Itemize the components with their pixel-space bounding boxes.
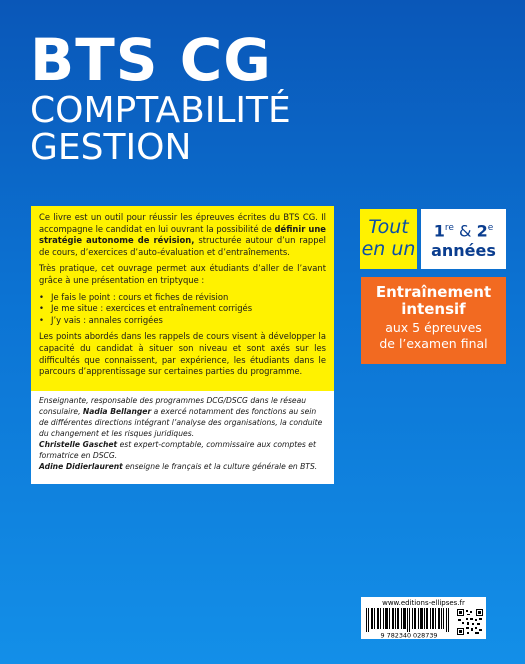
author-name: Nadia Bellanger bbox=[82, 407, 152, 416]
training-badge: Entraînement intensif aux 5 épreuves de l’examen final bbox=[361, 277, 506, 364]
description-box bbox=[31, 206, 334, 391]
years-badge bbox=[421, 209, 506, 269]
author-bio-3: Adine Didierlaurent enseigne le français et la culture générale en BTS. bbox=[39, 462, 318, 471]
description-bullet-list bbox=[39, 292, 326, 327]
barcode-panel bbox=[361, 597, 486, 639]
description-paragraph-1: Ce livre est un outil pour réussir les épreuves écrites du BTS CG. Il accompagne le candidat en lui ouvrant la possibilité de définir une stratégie autonome de révision, structurée autour d’un rappel de cours, d’exercices d’auto-évaluation et d’entraînements. bbox=[39, 212, 326, 257]
isbn-text: 9 782340 028739 bbox=[380, 631, 438, 638]
list-item: • J’y vais : annales corrigées bbox=[39, 315, 326, 327]
author-name: Adine Didierlaurent bbox=[39, 462, 123, 471]
list-item: • Je fais le point : cours et fiches de révision bbox=[39, 292, 326, 304]
book-subtitle-line2: GESTION bbox=[30, 127, 192, 168]
tout-en-un-badge: Tout en un bbox=[360, 209, 417, 269]
description-paragraph-3: Les points abordés dans les rappels de cours visent à développer la capacité du candidat à situer son niveau et sont axés sur les difficultés que connaissent, par expérience, les étudiants dans le parcours d’apprentissage sur certaines parties du programme. bbox=[39, 331, 326, 377]
authors-box bbox=[31, 391, 334, 484]
author-bio-2: Christelle Gaschet est expert-comptable, commissaire aux comptes et formatrice en DSCG. bbox=[39, 440, 316, 460]
author-bio-1: Enseignante, responsable des programmes DCG/DSCG dans le réseau consulaire, Nadia Bellanger a exercé notamment des fonctions au sein de différentes directions intégrant l’analyse des organisations, la conduite du changement et les risques juridiques. bbox=[39, 396, 323, 438]
author-name: Christelle Gaschet bbox=[39, 440, 118, 449]
barcode-icon bbox=[364, 608, 454, 638]
book-title: BTS CG bbox=[30, 26, 272, 94]
description-paragraph-2: Très pratique, cet ouvrage permet aux étudiants d’aller de l’avant grâce à une présentation en triptyque : bbox=[39, 263, 326, 285]
publisher-url: www.editions-ellipses.fr bbox=[382, 599, 465, 607]
annees-label: années bbox=[431, 241, 496, 261]
description-highlight: définir une stratégie autonome de révision, bbox=[39, 223, 326, 246]
qr-code-icon bbox=[457, 609, 483, 635]
years-label: 1re & 2e bbox=[433, 221, 494, 241]
list-item: • Je me situe : exercices et entraînement corrigés bbox=[39, 303, 326, 315]
book-subtitle-line1: COMPTABILITÉ bbox=[30, 90, 291, 131]
